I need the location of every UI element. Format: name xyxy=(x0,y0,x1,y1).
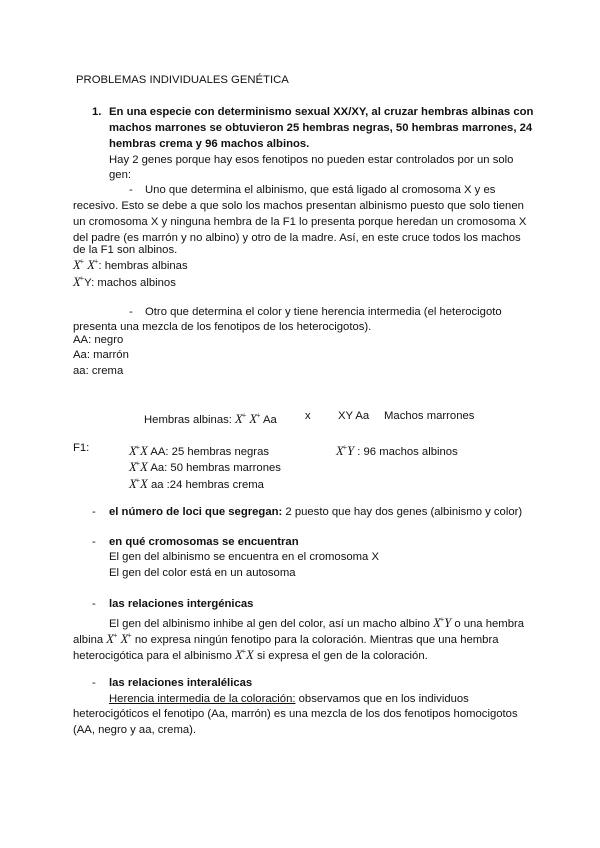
f1-row: X+X Aa: 50 hembras marrones xyxy=(129,459,281,474)
color-genotype: aa: crema xyxy=(73,365,124,377)
gene1-line: de la F1 son albinos. xyxy=(73,244,178,256)
answer-line: albina X+ X+ no expresa ningún fenotipo para la coloración. Mientras que una hembra xyxy=(73,631,499,646)
statement-line: hembras crema y 96 machos albinos. xyxy=(109,138,310,150)
genotype-male-albino: X+Y: machos albinos xyxy=(73,274,176,289)
answer-line: heterocigóticos el fenotipo (Aa, marrón) es una mezcla de los dos fenotipos homocigotos xyxy=(73,708,518,720)
cross-female: Hembras albinas: X+ X+ Aa xyxy=(144,411,277,426)
bullet-dash: - xyxy=(92,536,96,548)
f1-label: F1: xyxy=(73,442,90,454)
gene1-line: del padre (es marrón y no albino) y otro de la madre. Así, en este cruce todos los machos xyxy=(73,232,521,244)
problem-number: 1. xyxy=(92,106,102,118)
gene1-line: recesivo. Esto se debe a que solo los machos presentan albinismo puesto que solo tienen xyxy=(73,200,524,212)
cross-symbol: x xyxy=(305,410,311,422)
gene1-line: Uno que determina el albinismo, que está ligado al cromosoma X y es xyxy=(145,184,496,196)
intro-line: Hay 2 genes porque hay esos fenotipos no pueden estar controlados por un solo xyxy=(109,154,514,166)
answer-line: El gen del albinismo inhibe al gen del color, así un macho albino X+Y o una hembra xyxy=(109,615,525,630)
intro-line: gen: xyxy=(109,169,131,181)
bullet-dash: - xyxy=(129,184,133,196)
f1-row: X+X AA: 25 hembras negras xyxy=(129,443,269,458)
bullet-dash: - xyxy=(92,598,96,610)
bullet-dash: - xyxy=(92,677,96,689)
statement-line: machos marrones se obtuvieron 25 hembras negras, 50 hembras marrones, 24 xyxy=(109,122,533,134)
answer-line: El gen del albinismo se encuentra en el cromosoma X xyxy=(109,551,380,563)
color-genotype: Aa: marrón xyxy=(73,349,129,361)
genotype-female-albino: X+ X+: hembras albinas xyxy=(73,257,188,272)
answer-line: Herencia intermedia de la coloración: observamos que en los individuos xyxy=(109,693,469,705)
color-genotype: AA: negro xyxy=(73,334,124,346)
question-loci: el número de loci que segregan: 2 puesto que hay dos genes (albinismo y color) xyxy=(109,506,523,518)
cross-male: XY Aa xyxy=(338,410,370,422)
cross-male-label: Machos marrones xyxy=(384,410,475,422)
question-intergenic: las relaciones intergénicas xyxy=(109,598,254,610)
question-chromosomes: en qué cromosomas se encuentran xyxy=(109,536,299,548)
f1-male: X+Y : 96 machos albinos xyxy=(336,443,458,458)
f1-row: X+X aa :24 hembras crema xyxy=(129,476,264,491)
bullet-dash: - xyxy=(129,306,133,318)
answer-line: El gen del color está en un autosoma xyxy=(109,567,296,579)
page-title: PROBLEMAS INDIVIDUALES GENÉTICA xyxy=(76,74,289,86)
statement-line: En una especie con determinismo sexual XX/XY, al cruzar hembras albinas con xyxy=(109,106,534,118)
answer-line: (AA, negro y aa, crema). xyxy=(73,724,197,736)
answer-line: heterocigótica para el albinismo X+X si expresa el gen de la coloración. xyxy=(73,647,428,662)
bullet-dash: - xyxy=(92,506,96,518)
gene1-line: un cromosoma X y ninguna hembra de la F1 lo presenta porque heredan un cromosoma X xyxy=(73,216,527,228)
gene2-line: presenta una mezcla de los fenotipos de los heterocigotos). xyxy=(73,321,372,333)
question-interallelic: las relaciones interalélicas xyxy=(109,677,253,689)
gene2-line: Otro que determina el color y tiene herencia intermedia (el heterocigoto xyxy=(145,306,502,318)
